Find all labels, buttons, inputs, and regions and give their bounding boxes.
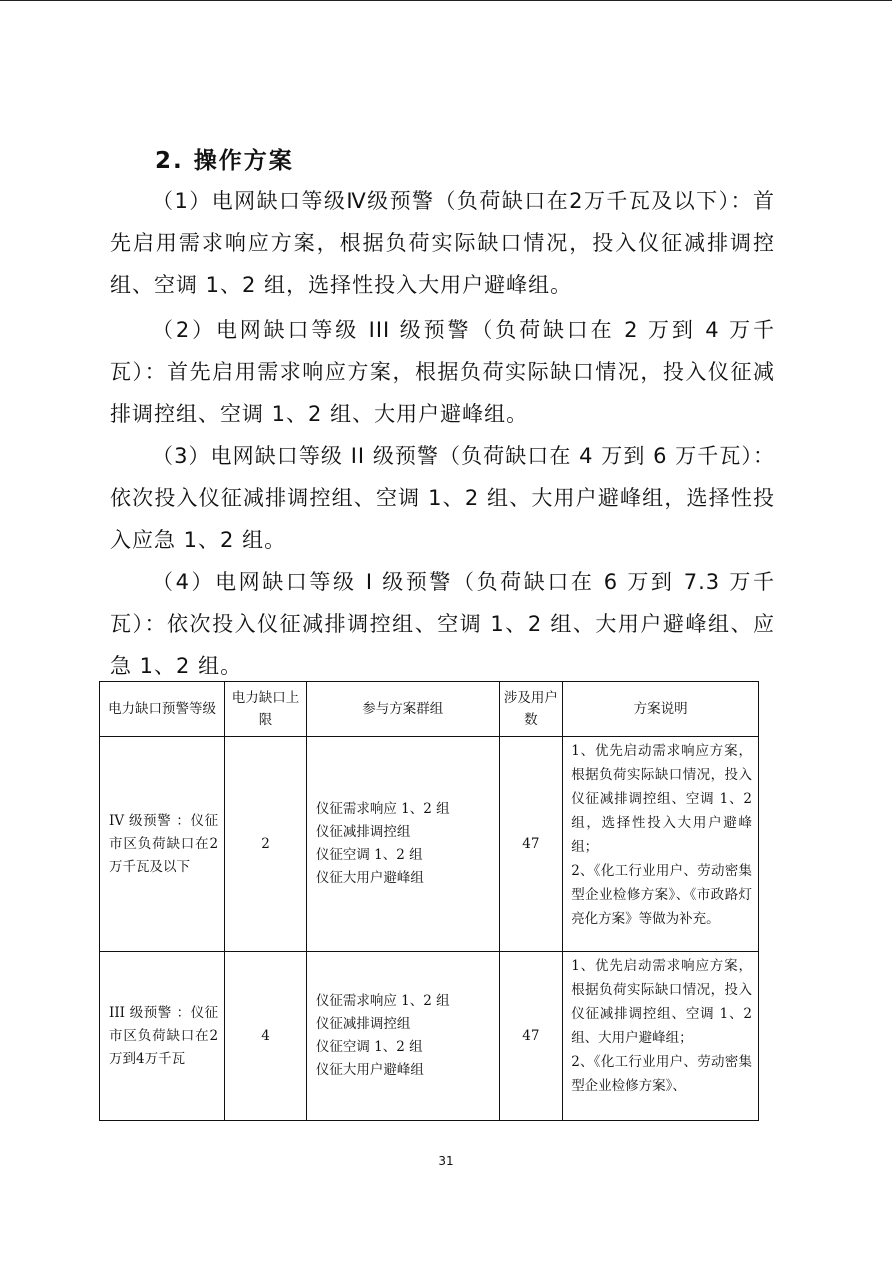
- group-item: 仪征空调 1、2 组: [315, 847, 423, 863]
- gap-limit-cell: 2: [225, 737, 307, 952]
- page-top-border: [0, 0, 892, 1]
- group-item: 仪征减排调控组: [315, 824, 411, 840]
- group-item: 仪征大用户避峰组: [315, 1062, 424, 1078]
- groups-cell: [306, 952, 499, 1121]
- header-gap-limit: 电力缺口上限: [225, 682, 307, 737]
- header-user-count: 涉及用户数: [499, 682, 563, 737]
- description-item: 1、优先启动需求响应方案，根据负荷实际缺口情况，投入仪征减排调控组、空调 1、2 组，选择性投入大用户避峰组；: [571, 743, 752, 855]
- group-item: 仪征减排调控组: [315, 1016, 411, 1032]
- user-count-cell: 47: [499, 737, 563, 952]
- group-item: 仪征需求响应 1、2 组: [315, 993, 450, 1009]
- warning-level-cell: IV 级预警 ：仪征市区负荷缺口在2万千瓦及以下: [100, 737, 225, 952]
- paragraph-level-3: （2）电网缺口等级 III 级预警（负荷缺口在 2 万到 4 万千瓦）：首先启用需求响应方案，根据负荷实际缺口情况，投入仪征减排调控组、空调 1、2 组、大用户避峰组。: [110, 318, 775, 426]
- table-row: [100, 952, 759, 1121]
- table-header-row: [100, 682, 759, 737]
- group-item: 仪征大用户避峰组: [315, 870, 424, 886]
- paragraph-level-1: （4）电网缺口等级 I 级预警（负荷缺口在 6 万到 7.3 万千瓦）：依次投入仪征减排调控组、空调 1、2 组、大用户避峰组、应急 1、2 组。: [110, 570, 775, 678]
- table-row: [100, 737, 759, 952]
- description-item: 2、《化工行业用户、劳动密集型企业检修方案》、: [571, 1054, 752, 1094]
- description-cell: [563, 952, 759, 1121]
- header-plan-description: 方案说明: [563, 682, 759, 737]
- gap-limit-cell: 4: [225, 952, 307, 1121]
- paragraph-level-2: （3）电网缺口等级 II 级预警（负荷缺口在 4 万到 6 万千瓦）：依次投入仪征减排调控组、空调 1、2 组、大用户避峰组，选择性投入应急 1、2 组。: [110, 444, 775, 552]
- groups-cell: [306, 737, 499, 952]
- group-item: 仪征需求响应 1、2 组: [315, 801, 450, 817]
- warning-level-cell: III 级预警 ：仪征市区负荷缺口在2万到4万千瓦: [100, 952, 225, 1121]
- group-item: 仪征空调 1、2 组: [315, 1039, 423, 1055]
- user-count-cell: 47: [499, 952, 563, 1121]
- description-item: 2、《化工行业用户、劳动密集型企业检修方案》、《市政路灯亮化方案》等做为补充。: [571, 863, 752, 927]
- paragraph-level-4: （1）电网缺口等级Ⅳ级预警（负荷缺口在2万千瓦及以下）：首先启用需求响应方案，根据负荷实际缺口情况，投入仪征减排调控组、空调 1、2 组，选择性投入大用户避峰组。: [110, 189, 775, 297]
- header-warning-level: 电力缺口预警等级: [100, 682, 225, 737]
- description-cell: [563, 737, 759, 952]
- header-participating-groups: 参与方案群组: [306, 682, 499, 737]
- page-number: 31: [438, 1154, 454, 1168]
- description-item: 1、优先启动需求响应方案，根据负荷实际缺口情况，投入仪征减排调控组、空调 1、2 组、大用户避峰组；: [571, 958, 752, 1046]
- plan-table: [99, 681, 759, 1121]
- section-heading: 2. 操作方案: [155, 148, 294, 174]
